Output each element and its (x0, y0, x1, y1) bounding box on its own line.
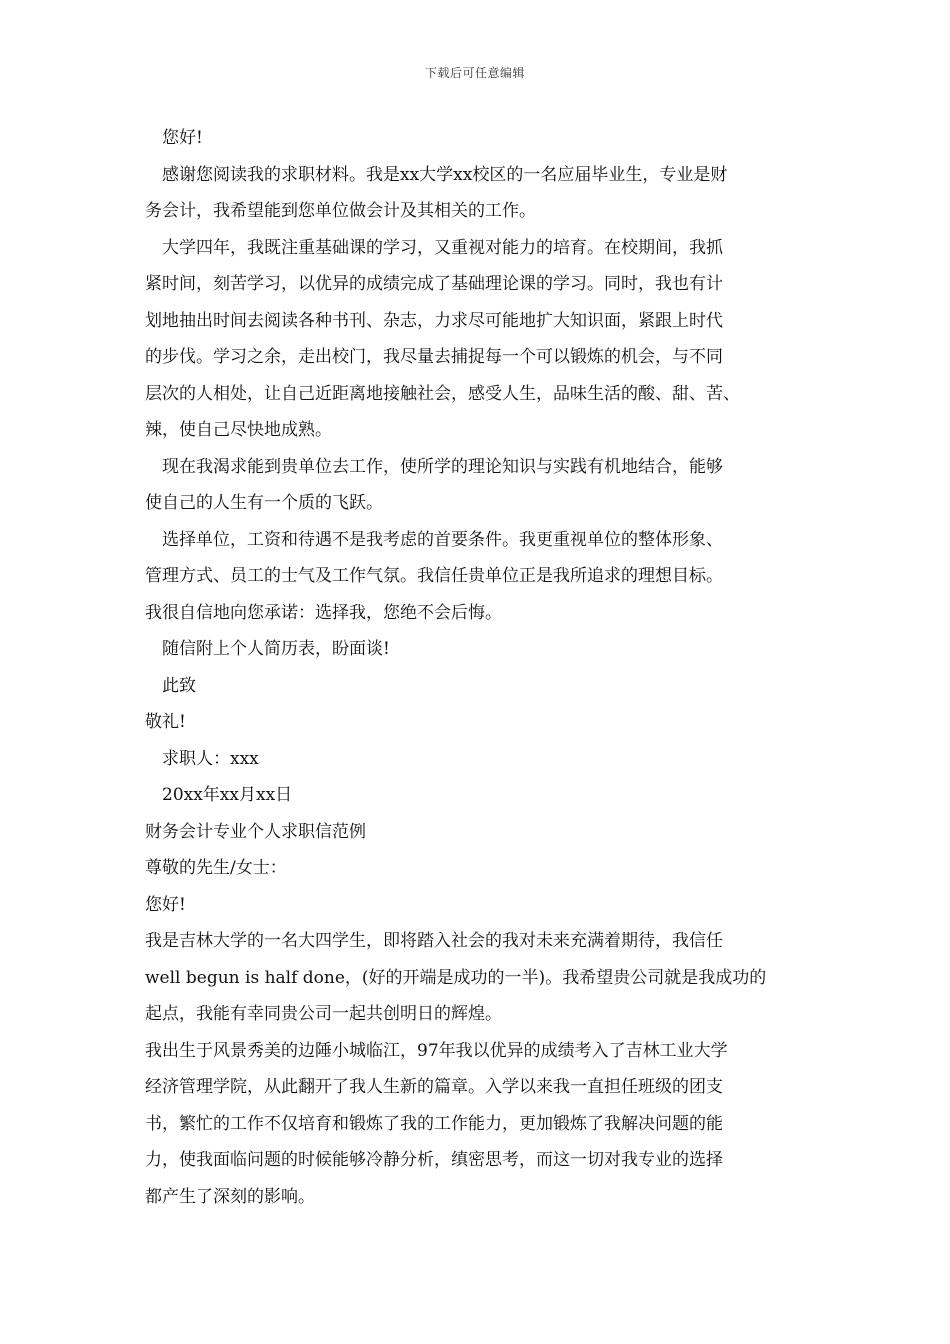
page-header: 下载后可任意编辑 (424, 66, 525, 80)
closing-salute: 敬礼! (145, 712, 186, 732)
document-body (145, 120, 820, 1215)
text-line: well begun is half done，(好的开端是成功的一半)。我希望贵公司就是我成功的 (145, 967, 767, 988)
text-line: 起点，我能有幸同贵公司一起共创明日的辉煌。 (145, 1004, 502, 1024)
text-line: 我是吉林大学的一名大四学生，即将踏入社会的我对未来充满着期待，我信任 (145, 931, 723, 951)
text-line: 大学四年，我既注重基础课的学习，又重视对能力的培育。在校期间，我抓 (162, 237, 723, 258)
text-line: 的步伐。学习之余，走出校门，我尽量去捕捉每一个可以锻炼的机会，与不同 (145, 347, 723, 367)
text-line: 划地抽出时间去阅读各种书刊、杂志，力求尽可能地扩大知识面，紧跟上时代 (145, 310, 723, 331)
paragraph-aspiration (145, 449, 820, 522)
text-line: 力，使我面临问题的时候能够冷静分析，缜密思考，而这一切对我专业的选择 (145, 1150, 723, 1170)
text-line: 书，繁忙的工作不仅培育和锻炼了我的工作能力，更加锻炼了我解决问题的能 (145, 1113, 723, 1134)
text-line: 感谢您阅读我的求职材料。我是xx大学xx校区的一名应届毕业生，专业是财 (162, 164, 728, 185)
text-line: 紧时间，刻苦学习，以优异的成绩完成了基础理论课的学习。同时，我也有计 (145, 274, 723, 294)
greeting-2: 您好! (145, 894, 186, 915)
text-line: 我出生于风景秀美的边陲小城临江，97年我以优异的成绩考入了吉林工业大学 (145, 1040, 728, 1061)
text-line: 经济管理学院，从此翻开了我人生新的篇章。入学以来我一直担任班级的团支 (145, 1077, 723, 1097)
date: 20xx年xx月xx日 (162, 785, 293, 805)
paragraph-attachment: 随信附上个人简历表，盼面谈! (162, 639, 390, 659)
text-line: 务会计，我希望能到您单位做会计及其相关的工作。 (145, 201, 536, 221)
text-line: 辣，使自己尽快地成熟。 (145, 420, 332, 440)
paragraph-introduction-2 (145, 923, 820, 1033)
salutation: 尊敬的先生/女士： (145, 858, 287, 878)
text-line: 层次的人相处，让自己近距离地接触社会，感受人生，品味生活的酸、甜、苦、 (145, 383, 740, 404)
text-line: 使自己的人生有一个质的飞跃。 (145, 493, 383, 513)
greeting: 您好! (162, 128, 203, 148)
text-line: 我很自信地向您承诺：选择我，您绝不会后悔。 (145, 602, 502, 623)
text-line: 选择单位，工资和待遇不是我考虑的首要条件。我更重视单位的整体形象、 (162, 529, 723, 550)
closing-line: 此致 (162, 675, 196, 696)
signature: 求职人：xxx (162, 748, 259, 769)
section-title: 财务会计专业个人求职信范例 (145, 821, 366, 842)
text-line: 管理方式、员工的士气及工作气氛。我信任贵单位正是我所追求的理想目标。 (145, 566, 723, 586)
paragraph-choice (145, 522, 820, 632)
paragraph-intro (145, 157, 820, 230)
paragraph-background-2 (145, 1033, 820, 1216)
paragraph-university (145, 230, 820, 449)
text-line: 都产生了深刻的影响。 (145, 1186, 315, 1207)
text-line: 现在我渴求能到贵单位去工作，使所学的理论知识与实践有机地结合，能够 (162, 456, 723, 477)
